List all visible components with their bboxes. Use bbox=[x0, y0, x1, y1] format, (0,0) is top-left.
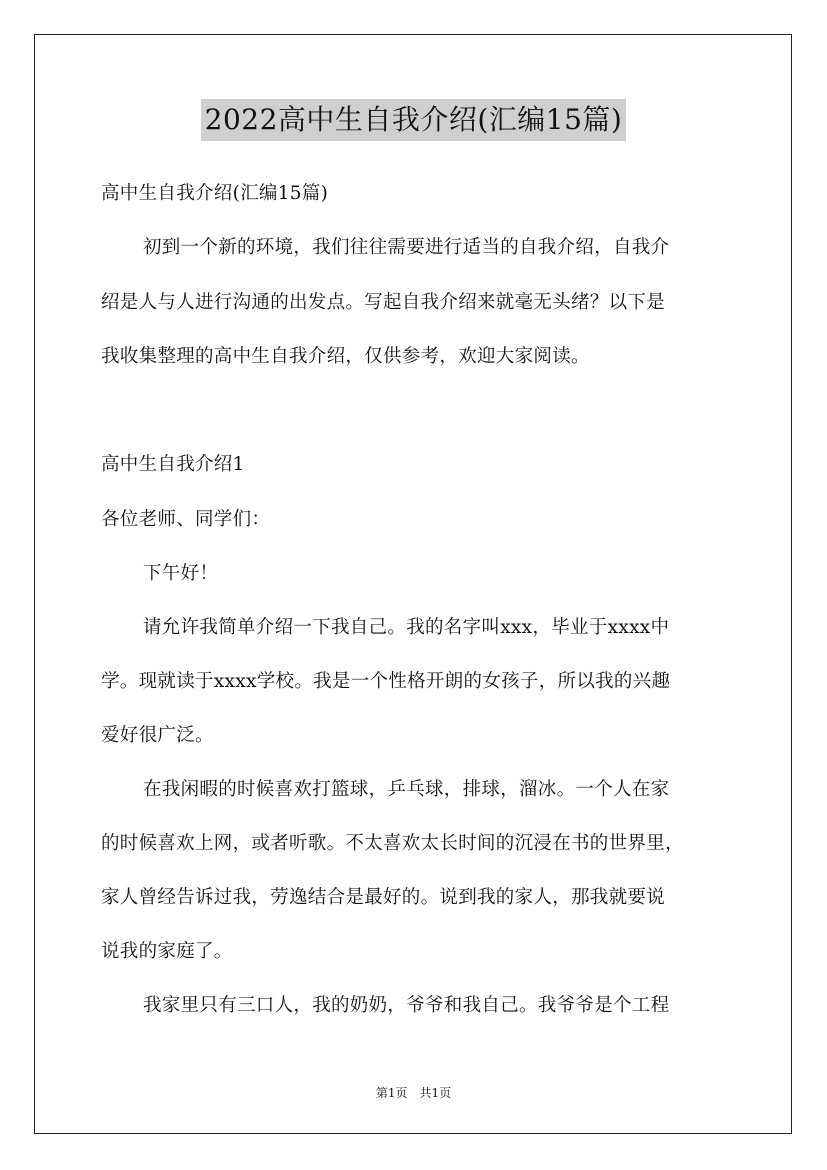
page-total: 共1页 bbox=[419, 1086, 452, 1100]
paragraph-2-line-1: 在我闲暇的时候喜欢打篮球，乒乓球，排球，溜冰。一个人在家 bbox=[143, 779, 670, 800]
document-subtitle: 高中生自我介绍(汇编15篇) bbox=[101, 183, 329, 204]
paragraph-2-line-4: 说我的家庭了。 bbox=[101, 941, 233, 962]
paragraph-2-line-2: 的时候喜欢上网，或者听歌。不太喜欢太长时间的沉浸在书的世界里， bbox=[101, 833, 684, 854]
document-title: 2022高中生自我介绍(汇编15篇) bbox=[201, 99, 627, 141]
paragraph-3-line-1: 我家里只有三口人，我的奶奶，爷爷和我自己。我爷爷是个工程 bbox=[143, 995, 670, 1016]
greeting: 下午好！ bbox=[143, 563, 219, 584]
title-container bbox=[0, 99, 827, 141]
paragraph-2-line-3: 家人曾经告诉过我，劳逸结合是最好的。说到我的家人，那我就要说 bbox=[101, 887, 666, 908]
page-footer bbox=[0, 1085, 827, 1101]
page-number: 第1页 bbox=[375, 1086, 408, 1100]
section-heading: 高中生自我介绍1 bbox=[101, 454, 245, 475]
intro-line-1: 初到一个新的环境，我们往往需要进行适当的自我介绍，自我介 bbox=[143, 237, 670, 258]
paragraph-1-line-1: 请允许我简单介绍一下我自己。我的名字叫xxx，毕业于xxxx中 bbox=[143, 617, 670, 638]
paragraph-1-line-3: 爱好很广泛。 bbox=[101, 725, 214, 746]
intro-line-2: 绍是人与人进行沟通的出发点。写起自我介绍来就毫无头绪？以下是 bbox=[101, 292, 666, 313]
paragraph-1-line-2: 学。现就读于xxxx学校。我是一个性格开朗的女孩子，所以我的兴趣 bbox=[101, 671, 671, 692]
salutation: 各位老师、同学们： bbox=[101, 509, 271, 530]
intro-line-3: 我收集整理的高中生自我介绍，仅供参考，欢迎大家阅读。 bbox=[101, 346, 590, 367]
